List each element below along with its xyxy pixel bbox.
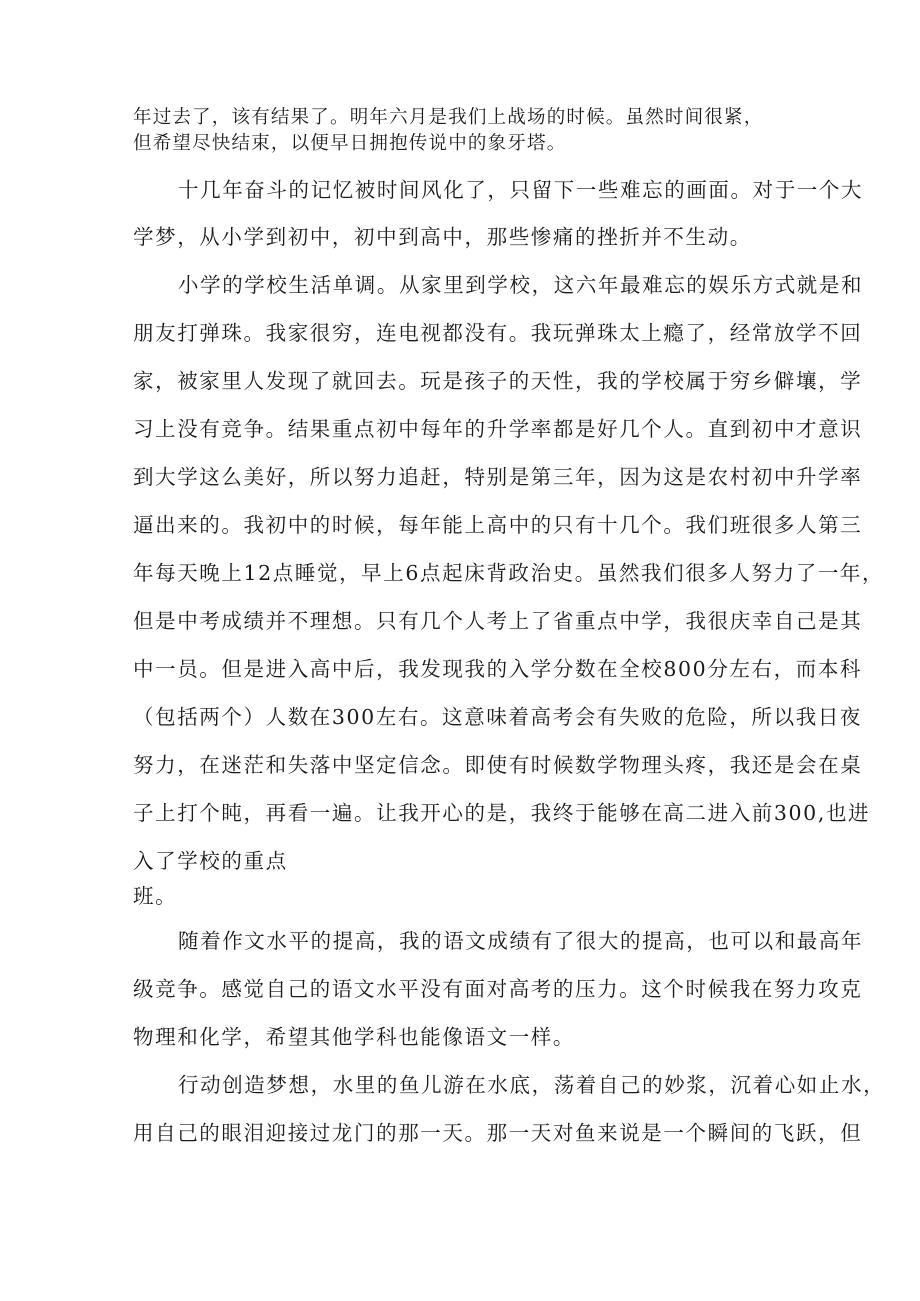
intro-line: 年过去了，该有结果了。明年六月是我们上战场的时候。虽然时间很紧， (133, 107, 764, 128)
paragraph-1-line: 十几年奋斗的记忆被时间风化了，只留下一些难忘的画面。对于一个大 (178, 178, 864, 202)
paragraph-3-line: 随着作文水平的提高，我的语文成绩有了很大的提高，也可以和最高年 (178, 929, 864, 953)
paragraph-2-line: 小学的学校生活单调。从家里到学校，这六年最难忘的娱乐方式就是和 (178, 273, 864, 297)
paragraph-2-line: 但是中考成绩并不理想。只有几个人考上了省重点中学，我很庆幸自己是其 (133, 609, 863, 633)
paragraph-2-line: 入了学校的重点 (133, 849, 288, 873)
paragraph-2-line: 年每天晚上12点睡觉，早上6点起床背政治史。虽然我们很多人努力了一年， (133, 561, 885, 585)
paragraph-2-line: 班。 (133, 884, 178, 908)
intro-line: 但希望尽快结束，以便早日拥抱传说中的象牙塔。 (133, 133, 567, 154)
paragraph-2-line: 子上打个盹，再看一遍。让我开心的是，我终于能够在高二进入前300,也进 (133, 801, 871, 825)
paragraph-2-line: 中一员。但是进入高中后，我发现我的入学分数在全校800分左右，而本科 (133, 657, 863, 681)
paragraph-2-line: 逼出来的。我初中的时候，每年能上高中的只有十几个。我们班很多人第三 (133, 513, 863, 537)
paragraph-4-line: 用自己的眼泪迎接过龙门的那一天。那一天对鱼来说是一个瞬间的飞跃，但 (133, 1121, 863, 1145)
paragraph-3-line: 物理和化学，希望其他学科也能像语文一样。 (133, 1025, 575, 1049)
paragraph-1-line: 学梦，从小学到初中，初中到高中，那些惨痛的挫折并不生动。 (133, 225, 752, 249)
paragraph-4-line: 行动创造梦想，水里的鱼儿游在水底，荡着自己的妙浆，沉着心如止水， (178, 1073, 886, 1097)
paragraph-2-line: 到大学这么美好，所以努力追赶，特别是第三年，因为这是农村初中升学率 (133, 465, 863, 489)
paragraph-2-line: 努力，在迷茫和失落中坚定信念。即使有时候数学物理头疼，我还是会在桌 (133, 753, 863, 777)
paragraph-3-line: 级竞争。感觉自己的语文水平没有面对高考的压力。这个时候我在努力攻克 (133, 977, 863, 1001)
paragraph-2-line: 习上没有竞争。结果重点初中每年的升学率都是好几个人。直到初中才意识 (133, 417, 863, 441)
paragraph-2-line: （包括两个）人数在300左右。这意味着高考会有失败的危险，所以我日夜 (133, 705, 863, 729)
paragraph-2-line: 家，被家里人发现了就回去。玩是孩子的天性，我的学校属于穷乡僻壤，学 (133, 369, 863, 393)
paragraph-2-line: 朋友打弹珠。我家很穷，连电视都没有。我玩弹珠太上瘾了，经常放学不回 (133, 321, 863, 345)
